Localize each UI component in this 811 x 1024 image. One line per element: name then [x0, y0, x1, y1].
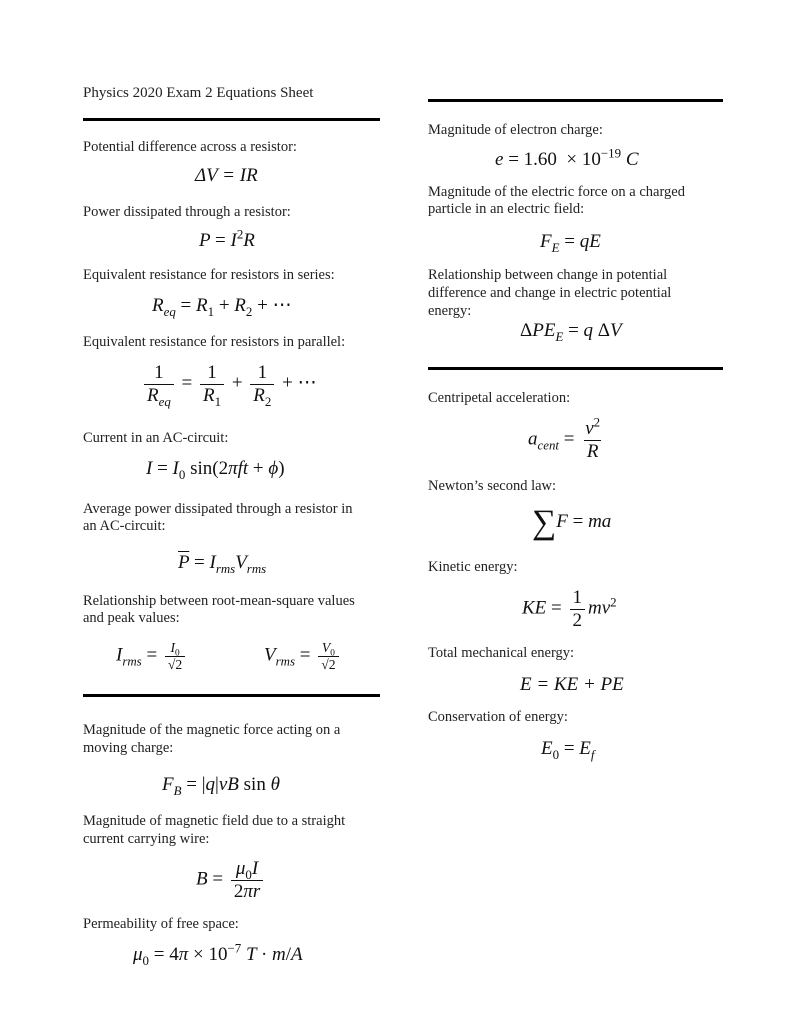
- rms-relation-label-line1: Relationship between root-mean-square values: [83, 593, 355, 609]
- mechanical-energy-label: Total mechanical energy:: [428, 645, 575, 661]
- potential-energy-equation: $\Delta PE_E = q$ ΔV: [520, 320, 622, 344]
- magnetic-force-label-line2: moving charge:: [83, 740, 174, 756]
- divider-left-top: [83, 118, 380, 121]
- potential-energy-label-line2: difference and change in electric potential: [428, 285, 672, 301]
- centripetal-label: Centripetal acceleration:: [428, 390, 571, 406]
- kinetic-equation: KE = $\frac{1}{2}$ $mv^2$: [522, 587, 617, 631]
- potential-energy-label-line1: Relationship between change in potential: [428, 267, 668, 283]
- mechanical-energy-equation: E = KE + PE: [520, 674, 624, 695]
- permeability-label: Permeability of free space:: [83, 916, 239, 932]
- series-resistance-label: Equivalent resistance for resistors in series:: [83, 267, 335, 283]
- potential-difference-label: Potential difference across a resistor:: [83, 139, 297, 155]
- avg-power-equation: $\overline{P} = I_{rms}V_{rms}$: [178, 552, 267, 576]
- newton-equation: ∑F = ma: [532, 504, 612, 541]
- newton-label: Newton’s second law:: [428, 478, 557, 494]
- electron-charge-equation: $e = 1.60 \times 10^{-19}$ C: [495, 145, 639, 170]
- divider-left-bottom: [83, 694, 380, 697]
- conservation-label: Conservation of energy:: [428, 709, 568, 725]
- permeability-equation: $\mu_0 = 4\pi \times 10^{-7}$ T · m/A: [133, 940, 303, 968]
- conservation-equation: $E_0 = E_f$: [541, 738, 595, 762]
- electric-force-label-line2: particle in an electric field:: [428, 201, 585, 217]
- parallel-resistance-label: Equivalent resistance for resistors in parallel:: [83, 334, 346, 350]
- avg-power-label-line1: Average power dissipated through a resistor in: [83, 501, 353, 517]
- centripetal-equation: $a_{cent}$ = $\frac{v^2}{R}$: [528, 414, 601, 462]
- divider-right-top: [428, 99, 723, 102]
- avg-power-label-line2: an AC-circuit:: [83, 518, 166, 534]
- divider-right-middle: [428, 367, 723, 370]
- magnetic-force-label-line1: Magnitude of the magnetic force acting on a: [83, 722, 341, 738]
- electric-force-equation: $F_E$ = qE: [540, 231, 601, 255]
- page-title: Physics 2020 Exam 2 Equations Sheet: [83, 85, 314, 101]
- rms-current-equation: $I_{rms}$ = $\frac{I_0}{√2}$: [116, 640, 188, 672]
- ac-current-label: Current in an AC-circuit:: [83, 430, 229, 446]
- magnetic-force-equation: $F_B = |q|vB$ sin θ: [162, 774, 280, 798]
- rms-voltage-equation: $V_{rms}$ = $\frac{V_0}{√2}$: [264, 640, 342, 672]
- electric-force-label-line1: Magnitude of the electric force on a charged: [428, 184, 685, 200]
- power-label: Power dissipated through a resistor:: [83, 204, 291, 220]
- magnetic-field-label-line1: Magnitude of magnetic field due to a straight: [83, 813, 346, 829]
- magnetic-field-label-line2: current carrying wire:: [83, 831, 210, 847]
- kinetic-label: Kinetic energy:: [428, 559, 518, 575]
- electron-charge-label: Magnitude of electron charge:: [428, 122, 603, 138]
- power-equation: $P = I^2R$: [199, 226, 255, 251]
- ac-current-equation: $I = I_0$ sin(2πft + ϕ): [146, 458, 285, 482]
- parallel-resistance-equation: $\frac{1}{R_{eq}}$ = $\frac{1}{R_1}$ + $\frac{1}{R_2}$ + ⋯: [141, 362, 317, 407]
- series-resistance-equation: $R_{eq} = R_1 + R_2$ + ⋯: [152, 295, 292, 319]
- rms-relation-label-line2: and peak values:: [83, 610, 180, 626]
- magnetic-field-equation: B = $\frac{\mu_0I}{2\pi r}$: [196, 858, 266, 903]
- potential-energy-label-line3: energy:: [428, 303, 472, 319]
- potential-difference-equation: ΔV = IR: [195, 165, 258, 186]
